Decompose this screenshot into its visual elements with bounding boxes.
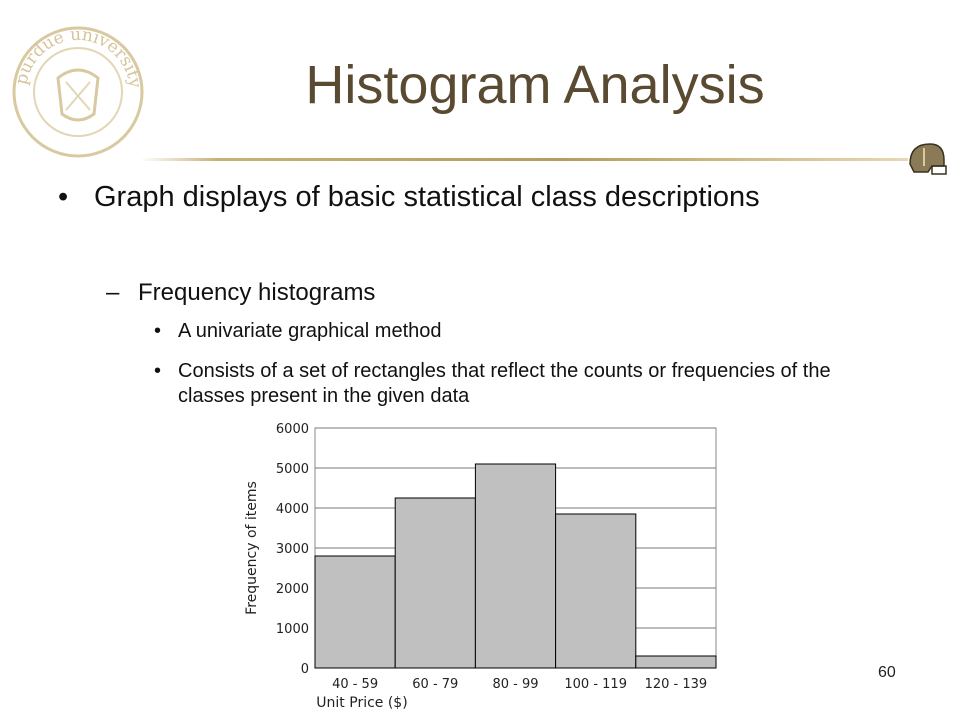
bullet-marker: • xyxy=(154,360,162,382)
y-tick-label: 3000 xyxy=(275,542,309,557)
bullet-text: A univariate graphical method xyxy=(178,320,442,342)
slide-title: Histogram Analysis xyxy=(305,55,765,115)
x-tick-label: 100 - 119 xyxy=(564,677,627,692)
bullet-text: Graph displays of basic statistical class descriptions xyxy=(94,181,760,213)
x-tick-label: 40 - 59 xyxy=(332,677,379,692)
y-tick-label: 4000 xyxy=(275,502,309,517)
y-axis-label: Frequency of items xyxy=(244,481,260,615)
x-tick-label: 80 - 99 xyxy=(492,677,539,692)
title-divider xyxy=(140,158,908,161)
bullet-marker: • xyxy=(154,320,162,342)
dash-marker: – xyxy=(106,279,120,306)
y-tick-label: 0 xyxy=(300,662,309,677)
histogram-bar xyxy=(395,498,475,668)
bullet-text: Consists of a set of rectangles that reflect the counts or frequencies of the classes present in the given data xyxy=(178,360,831,407)
bullet-marker: • xyxy=(58,181,69,213)
helmet-icon xyxy=(902,136,950,182)
x-tick-label: 120 - 139 xyxy=(644,677,708,692)
y-tick-label: 6000 xyxy=(275,422,309,437)
histogram-bar xyxy=(475,464,555,668)
slide-number: 60 xyxy=(878,664,896,681)
histogram-bar xyxy=(556,514,636,668)
histogram-bar xyxy=(636,656,716,668)
histogram-svg xyxy=(226,420,726,720)
y-tick-label: 2000 xyxy=(275,582,309,597)
x-tick-label: 60 - 79 xyxy=(412,677,459,692)
x-axis-label: Unit Price ($) xyxy=(316,695,408,711)
university-seal-logo xyxy=(8,22,148,162)
histogram-chart xyxy=(226,420,726,720)
y-tick-label: 1000 xyxy=(275,622,309,637)
bullet-text: Frequency histograms xyxy=(138,279,376,306)
y-tick-label: 5000 xyxy=(275,462,309,477)
svg-text:purdue university: purdue university xyxy=(11,24,145,90)
histogram-bar xyxy=(315,556,395,668)
